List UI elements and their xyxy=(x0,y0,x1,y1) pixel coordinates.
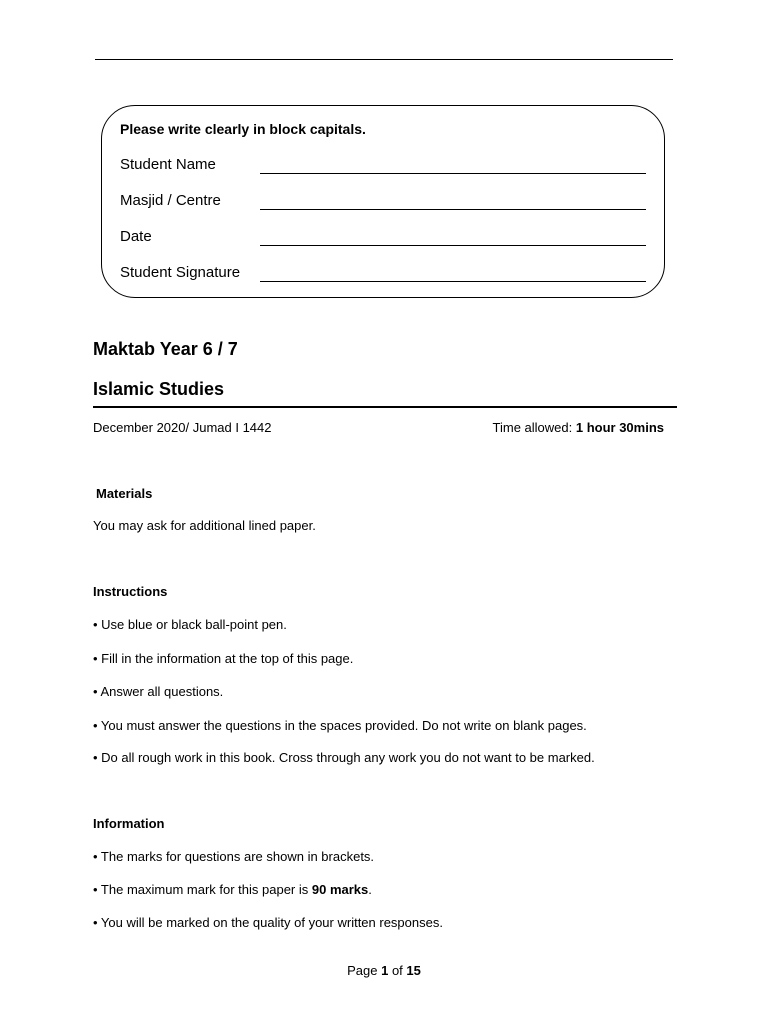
page-number: 1 xyxy=(381,963,389,978)
of-word: of xyxy=(388,963,407,978)
time-allowed-value: 1 hour 30mins xyxy=(575,420,664,435)
date-label: Date xyxy=(120,228,152,245)
materials-heading: Materials xyxy=(96,486,153,501)
information-item xyxy=(93,882,372,897)
exam-date: December 2020/ Jumad I 1442 xyxy=(93,420,272,435)
student-signature-label: Student Signature xyxy=(120,264,241,281)
max-mark-value: 90 marks xyxy=(311,882,369,897)
instruction-item: • You must answer the questions in the spaces provided. Do not write on blank pages. xyxy=(93,718,587,733)
student-name-field[interactable] xyxy=(260,173,646,174)
page-word: Page xyxy=(347,963,382,978)
masjid-centre-label: Masjid / Centre xyxy=(120,192,221,209)
student-name-label: Student Name xyxy=(120,156,216,173)
masjid-centre-field[interactable] xyxy=(260,209,646,210)
max-mark-suffix: . xyxy=(368,882,372,897)
instruction-item: • Answer all questions. xyxy=(93,684,224,699)
title-divider xyxy=(93,406,677,408)
date-field[interactable] xyxy=(260,245,646,246)
subject-title: Islamic Studies xyxy=(93,379,225,399)
instructions-heading: Instructions xyxy=(93,584,168,599)
max-mark-text: • The maximum mark for this paper is xyxy=(93,882,312,897)
total-pages: 15 xyxy=(406,963,421,978)
time-allowed xyxy=(493,420,664,435)
page-title: Maktab Year 6 / 7 xyxy=(93,339,238,359)
information-item: • You will be marked on the quality of your written responses. xyxy=(93,915,443,930)
page-footer xyxy=(0,963,768,978)
materials-text: You may ask for additional lined paper. xyxy=(93,518,316,533)
instruction-item: • Use blue or black ball-point pen. xyxy=(93,617,287,632)
information-heading: Information xyxy=(93,816,165,831)
box-heading: Please write clearly in block capitals. xyxy=(120,121,366,137)
student-signature-field[interactable] xyxy=(260,281,646,282)
instruction-item: • Do all rough work in this book. Cross through any work you do not want to be marked. xyxy=(93,750,595,765)
time-allowed-label: Time allowed: xyxy=(492,420,576,435)
information-item: • The marks for questions are shown in brackets. xyxy=(93,849,375,864)
top-header-line xyxy=(95,59,673,60)
instruction-item: • Fill in the information at the top of this page. xyxy=(93,651,354,666)
